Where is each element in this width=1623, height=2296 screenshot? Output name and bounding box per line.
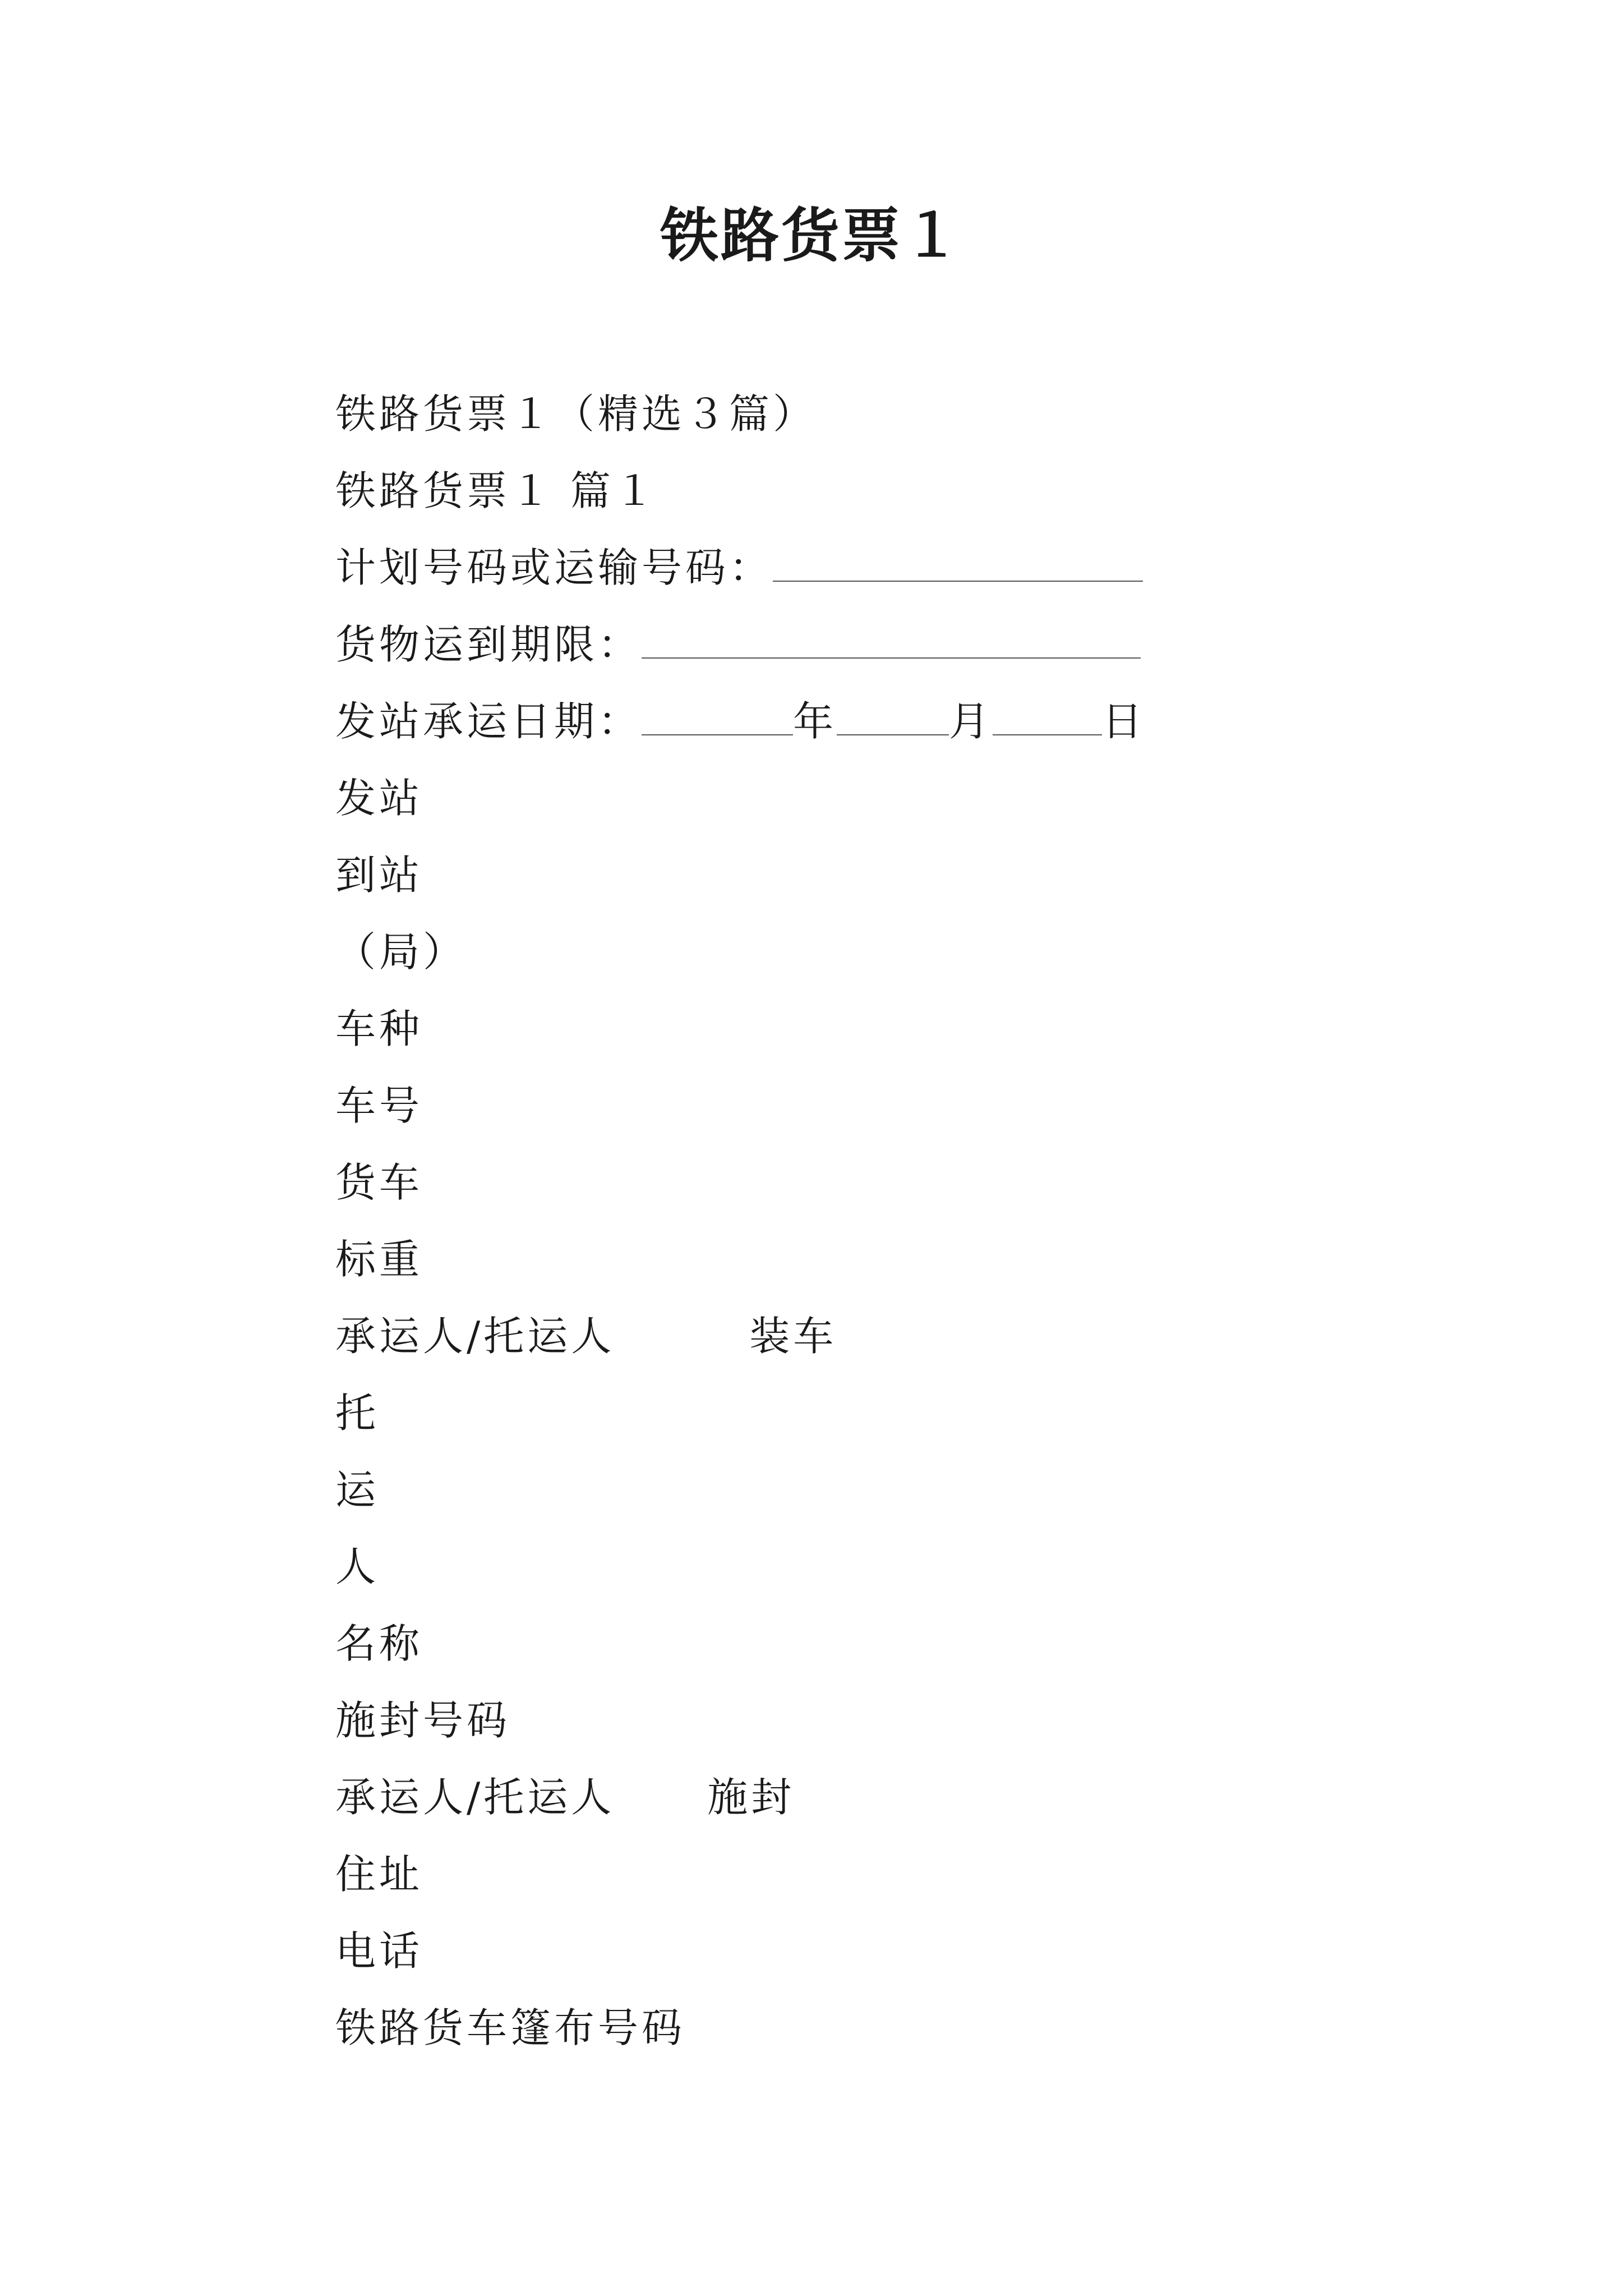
shipper-char-1-line: 托 <box>335 1389 380 1437</box>
tarpaulin-number-line: 铁路货车篷布号码 <box>335 2004 686 2051</box>
transit-limit-blank[interactable] <box>642 625 1141 659</box>
loading-party-label: 承运人/托运人 <box>335 1313 615 1360</box>
address-line: 住址 <box>335 1851 423 1898</box>
phone-line: 电话 <box>335 1927 423 1975</box>
car-number-line: 车号 <box>335 1082 423 1129</box>
plan-number-line <box>335 530 1401 606</box>
ship-date-year-blank[interactable] <box>642 702 793 735</box>
sealing-label: 施封 <box>707 1774 795 1821</box>
plan-number-blank[interactable] <box>773 548 1143 582</box>
loading-line <box>335 1298 1401 1375</box>
sealing-party-label: 承运人/托运人 <box>335 1774 615 1821</box>
section-heading: 铁路货票１ 篇１ <box>335 467 658 514</box>
transit-limit-label: 货物运到期限： <box>335 621 642 668</box>
ship-date-month-label: 月 <box>949 698 993 745</box>
document-body <box>335 376 1401 2067</box>
ship-date-label: 发站承运日期： <box>335 698 642 745</box>
car-type-line: 车种 <box>335 1005 423 1052</box>
shipper-char-2-line: 运 <box>335 1466 380 1513</box>
freight-car-line: 货车 <box>335 1159 423 1206</box>
document-title: 铁路货票１ <box>660 201 963 270</box>
ship-date-year-label: 年 <box>793 698 837 745</box>
transit-limit-line <box>335 606 1401 683</box>
seal-number-line: 施封号码 <box>335 1697 511 1744</box>
bureau-line: （局） <box>335 928 467 976</box>
name-line: 名称 <box>335 1620 423 1667</box>
marked-weight-line: 标重 <box>335 1236 423 1283</box>
ship-date-day-label: 日 <box>1102 698 1146 745</box>
destination-station-line: 到站 <box>335 852 423 899</box>
loading-label: 装车 <box>749 1313 837 1360</box>
subtitle-line: 铁路货票１（精选３篇） <box>335 390 817 438</box>
sealing-line <box>335 1759 1401 1836</box>
origin-station-line: 发站 <box>335 775 423 822</box>
ship-date-month-blank[interactable] <box>837 702 949 735</box>
plan-number-label: 计划号码或运输号码： <box>335 544 773 591</box>
ship-date-day-blank[interactable] <box>993 702 1102 735</box>
shipper-char-3-line: 人 <box>335 1543 380 1590</box>
ship-date-line <box>335 683 1401 760</box>
